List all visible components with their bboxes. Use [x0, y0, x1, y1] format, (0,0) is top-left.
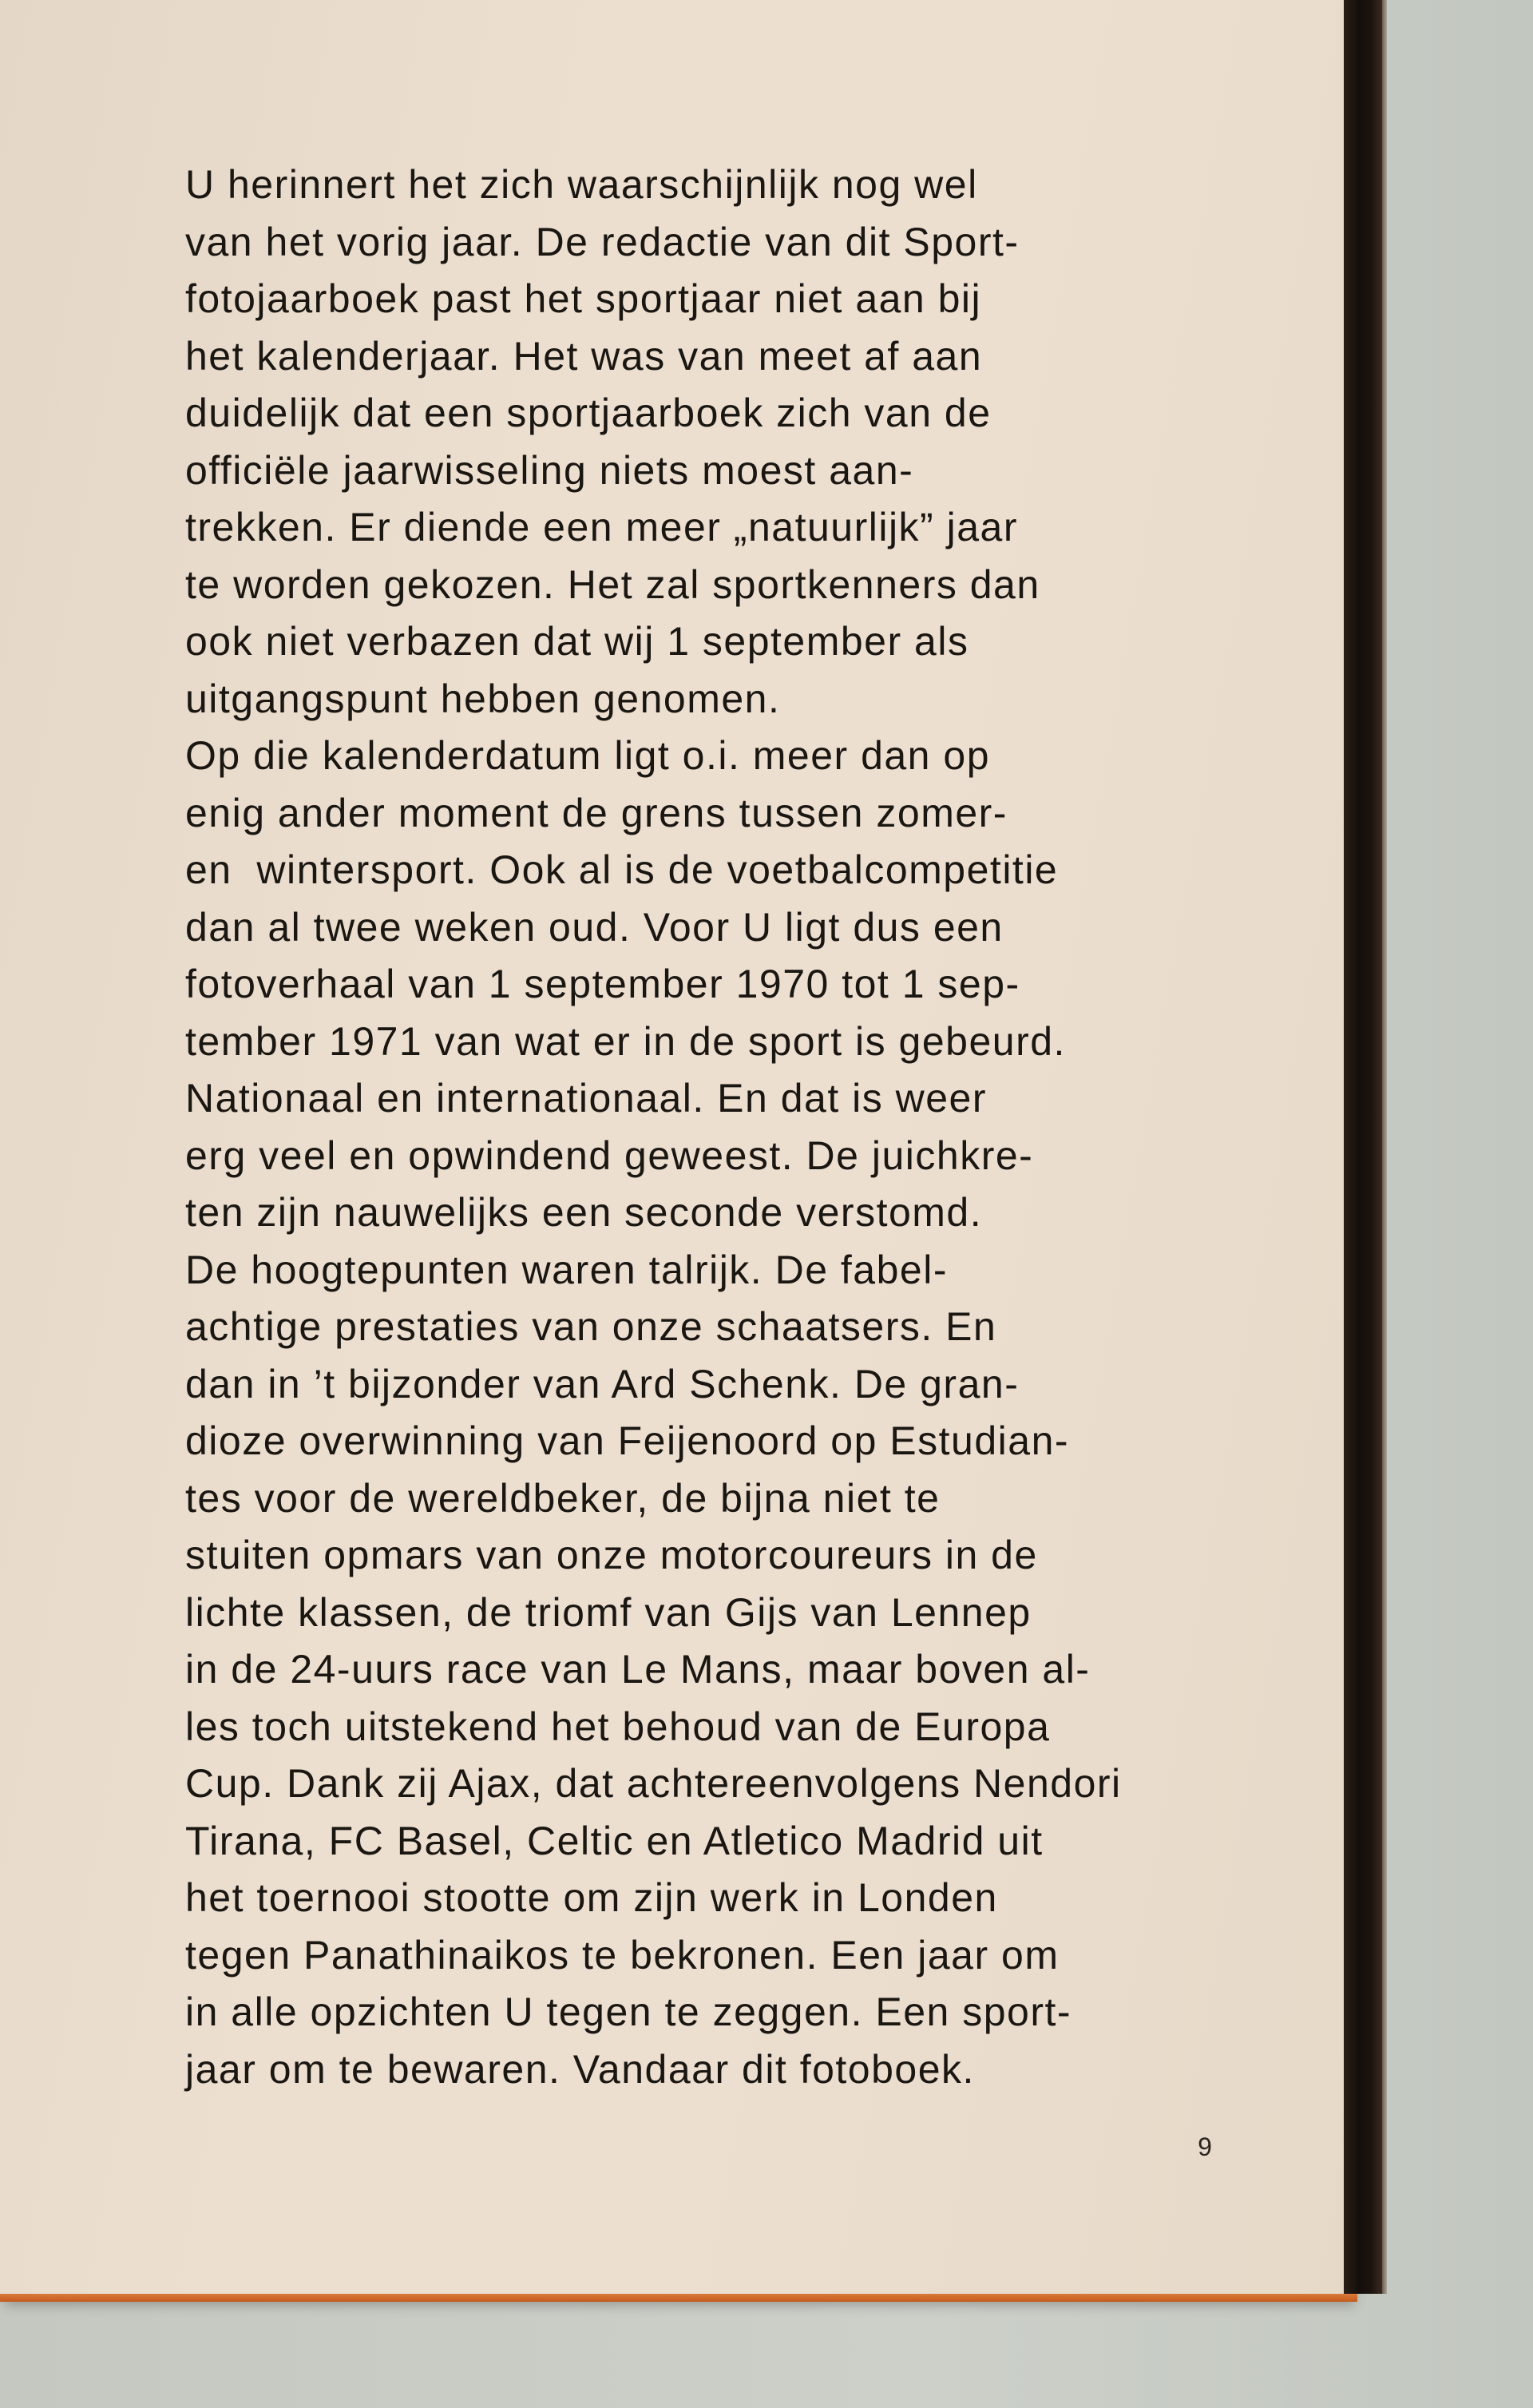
text-line-15: fotoverhaal van 1 september 1970 tot 1 sep-: [185, 962, 1020, 1006]
text-line-18: erg veel en opwindend geweest. De juichkre-: [185, 1133, 1034, 1178]
text-line-32: tegen Panathinaikos te bekronen. Een jaar om: [185, 1932, 1060, 1978]
text-line-29: Cup. Dank zij Ajax, dat achtereenvolgens Nendori: [185, 1761, 1122, 1806]
text-line-25: stuiten opmars van onze motorcoureurs in de: [185, 1533, 1038, 1577]
binding-edge: [1382, 0, 1387, 2294]
text-line-24: tes voor de wereldbeker, de bijna niet te: [185, 1475, 941, 1521]
text-line-3: fotojaarboek past het sportjaar niet aan bij: [185, 276, 982, 321]
text-line-8: te worden gekozen. Het zal sportkenners dan: [185, 561, 1040, 607]
text-line-14: dan al twee weken oud. Voor U ligt dus een: [185, 904, 1004, 950]
text-line-5: duidelijk dat een sportjaarboek zich van de: [185, 391, 992, 435]
text-line-1: U herinnert het zich waarschijnlijk nog wel: [185, 162, 978, 207]
text-line-20: De hoogtepunten waren talrijk. De fabel-: [185, 1247, 948, 1292]
body-text: [185, 157, 1319, 2098]
page-edge-orange: [0, 2294, 1357, 2302]
text-line-30: Tirana, FC Basel, Celtic en Atletico Madrid uit: [185, 1818, 1044, 1863]
text-line-33: in alle opzichten U tegen te zeggen. Een sport-: [185, 1989, 1072, 2034]
text-line-2: van het vorig jaar. De redactie van dit Sport-: [185, 219, 1020, 264]
text-line-28: les toch uitstekend het behoud van de Europa: [185, 1704, 1051, 1749]
text-line-26: lichte klassen, de triomf van Gijs van Lennep: [185, 1589, 1032, 1635]
text-line-17: Nationaal en internationaal. En dat is weer: [185, 1076, 987, 1121]
text-line-13: en wintersport. Ook al is de voetbalcompetitie: [185, 847, 1059, 892]
book-binding: [1344, 0, 1382, 2294]
text-line-31: het toernooi stootte om zijn werk in Londen: [185, 1875, 998, 1920]
text-line-16: tember 1971 van wat er in de sport is gebeurd.: [185, 1018, 1066, 1064]
text-line-4: het kalenderjaar. Het was van meet af aan: [185, 333, 983, 379]
text-line-27: in de 24-uurs race van Le Mans, maar boven al-: [185, 1647, 1091, 1692]
text-line-23: dioze overwinning van Feijenoord op Estudian-: [185, 1418, 1070, 1463]
text-line-22: dan in ’t bijzonder van Ard Schenk. De gran-: [185, 1361, 1020, 1406]
text-line-12: enig ander moment de grens tussen zomer-: [185, 790, 1008, 835]
text-line-11: Op die kalenderdatum ligt o.i. meer dan op: [185, 733, 990, 778]
page-number: 9: [1198, 2132, 1212, 2161]
text-line-19: ten zijn nauwelijks een seconde verstomd.: [185, 1190, 983, 1235]
text-line-7: trekken. Er diende een meer „natuurlijk” jaar: [185, 505, 1018, 549]
text-line-10: uitgangspunt hebben genomen.: [185, 676, 781, 721]
text-line-34: jaar om te bewaren. Vandaar dit fotoboek.: [185, 2046, 975, 2092]
text-line-9: ook niet verbazen dat wij 1 september als: [185, 619, 969, 664]
text-line-21: achtige prestaties van onze schaatsers. En: [185, 1304, 997, 1349]
text-line-6: officiële jaarwisseling niets moest aan-: [185, 447, 914, 493]
